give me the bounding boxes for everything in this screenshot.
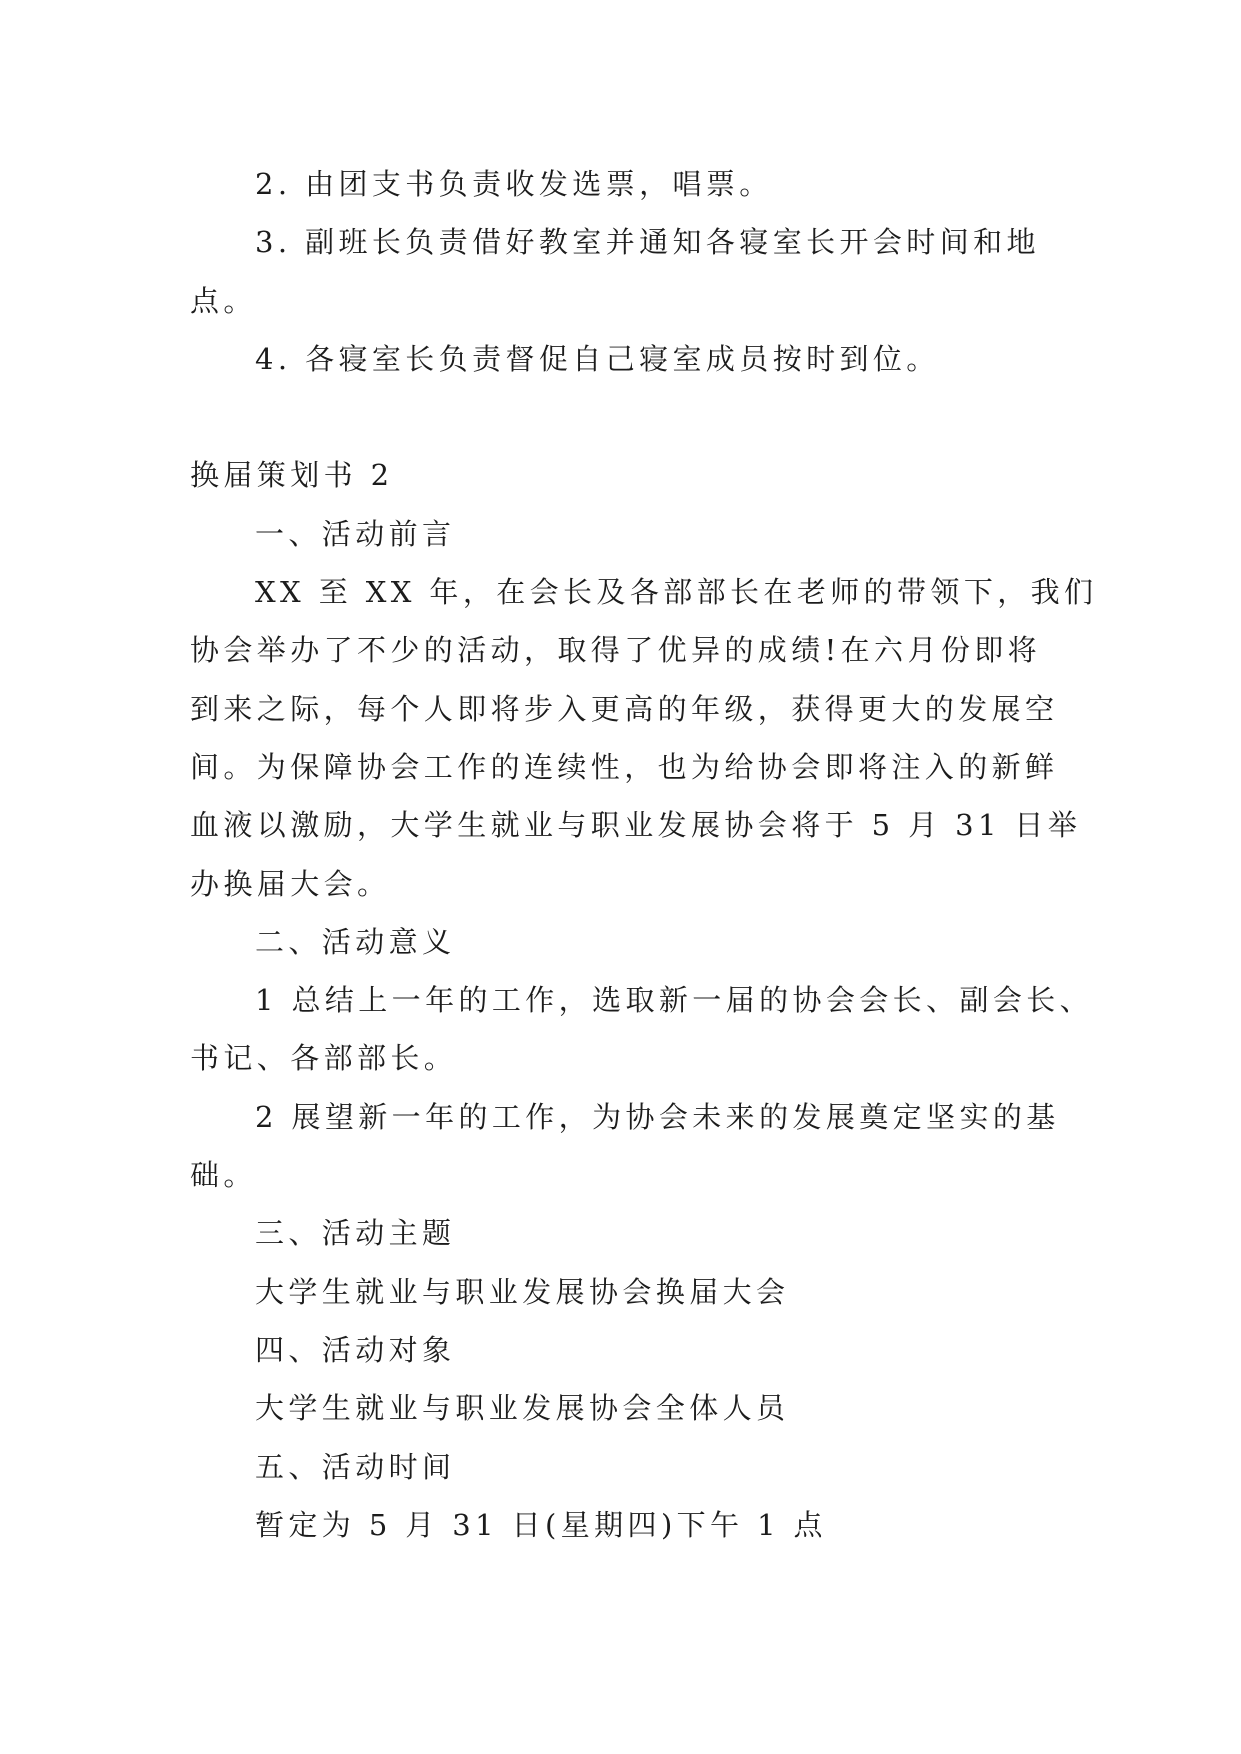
paragraph-line: 2 展望新一年的工作，为协会未来的发展奠定坚实的基 [255,1099,1060,1134]
paragraph-line: 协会举办了不少的活动，取得了优异的成绩!在六月份即将 [190,633,1042,668]
paragraph-line: 大学生就业与职业发展协会换届大会 [255,1274,790,1309]
paragraph-line: 办换届大会。 [190,866,391,901]
blank-line [190,388,1056,446]
paragraph-line: 间。为保障协会工作的连续性，也为给协会即将注入的新鲜 [190,749,1059,784]
paragraph-line: 血液以激励，大学生就业与职业发展协会将于 5 月 31 日举 [190,808,1082,843]
paragraph-line: 暂定为 5 月 31 日(星期四)下午 1 点 [255,1507,827,1542]
paragraph-line: XX 至 XX 年，在会长及各部部长在老师的带领下，我们 [255,575,1098,610]
section-heading: 三、活动主题 [255,1216,456,1251]
paragraph-line: 大学生就业与职业发展协会全体人员 [255,1391,790,1426]
document-title: 换届策划书 2 [190,458,394,493]
document-body [190,155,1098,1554]
list-item-continuation: 点。 [190,283,257,318]
list-item: 2. 由团支书负责收发选票，唱票。 [255,167,773,201]
list-item: 3. 副班长负责借好教室并通知各寝室长开会时间和地 [255,225,1040,260]
list-item: 4. 各寝室长负责督促自己寝室成员按时到位。 [255,341,940,376]
section-heading: 一、活动前言 [255,516,456,551]
section-heading: 二、活动意义 [255,924,456,959]
section-heading: 四、活动对象 [255,1332,456,1367]
paragraph-line: 础。 [190,1158,257,1193]
paragraph-line: 到来之际，每个人即将步入更高的年级，获得更大的发展空 [190,691,1059,726]
paragraph-line: 书记、各部部长。 [190,1041,458,1076]
section-heading: 五、活动时间 [255,1449,456,1484]
paragraph-line: 1 总结上一年的工作，选取新一届的协会会长、副会长、 [255,983,1094,1018]
